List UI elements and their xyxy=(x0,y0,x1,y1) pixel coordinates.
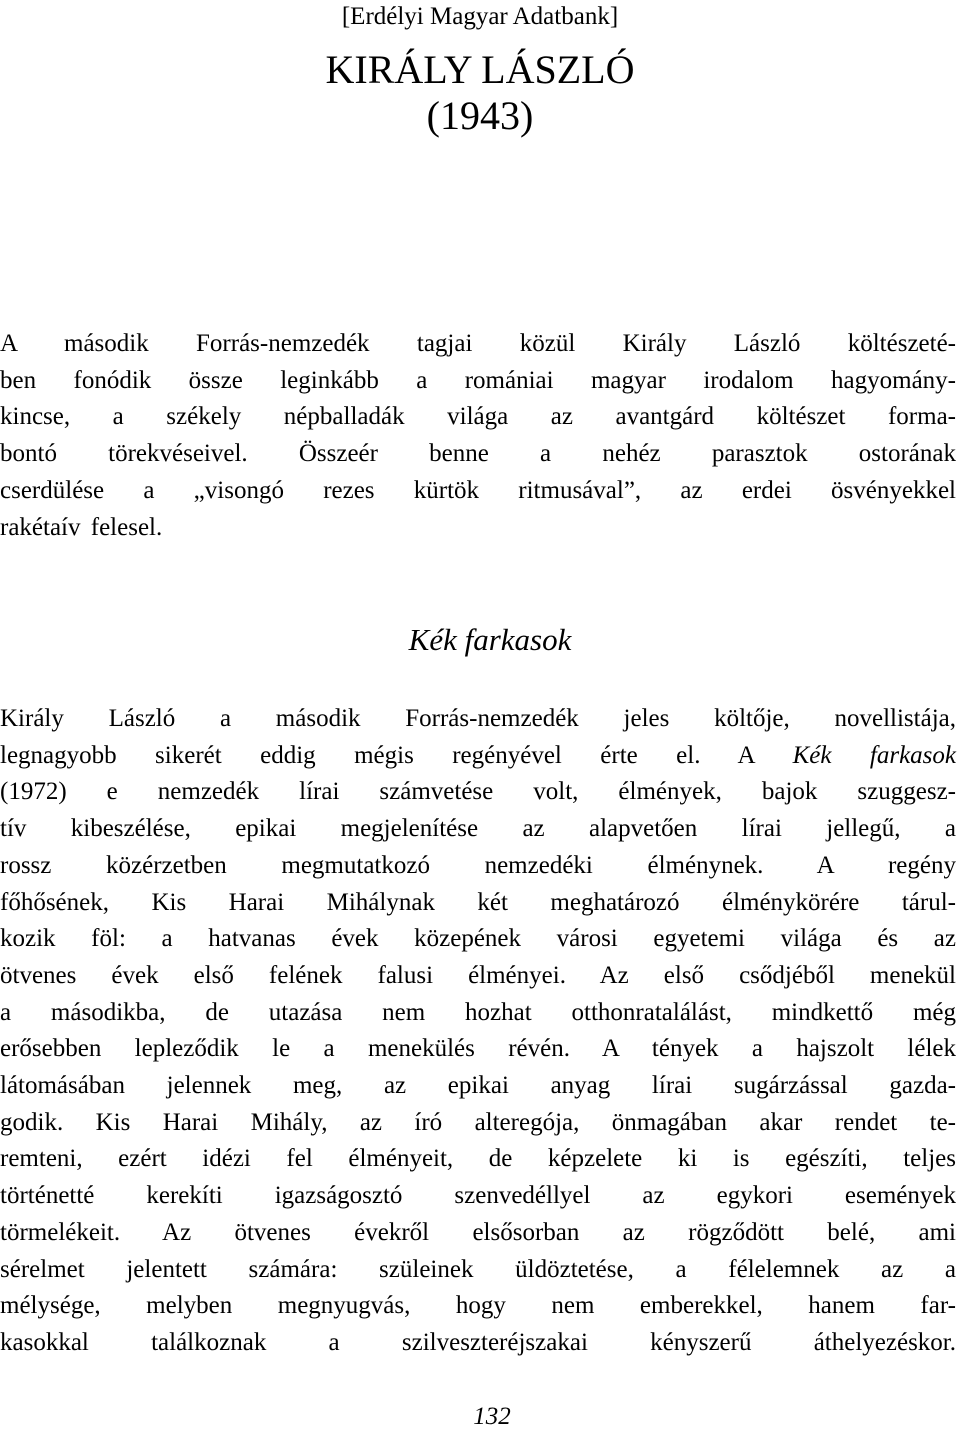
body-line: ötvenes évek első felének falusi élményei. Az első csődjéből menekül xyxy=(0,961,956,989)
body-line: rossz közérzetben megmutatkozó nemzedéki élménynek. A regény xyxy=(0,851,956,879)
intro-line: rakétaív felesel. xyxy=(0,513,163,541)
page-number: 132 xyxy=(473,1403,511,1430)
body-line: főhősének, Kis Harai Mihálynak két meghatározó élménykörére tárul- xyxy=(0,888,956,916)
body-line: (1972) e nemzedék lírai számvetése volt, élmények, bajok szuggesz- xyxy=(0,778,956,806)
body-line: a másodikba, de utazása nem hozhat otthonratalálást, mindkettő még xyxy=(0,998,956,1026)
body-line: kozik föl: a hatvanas évek közepének városi egyetemi világa és az xyxy=(0,925,956,953)
source-label: [Erdélyi Magyar Adatbank] xyxy=(341,3,619,30)
body-line: remteni, ezért idézi fel élményeit, de képzelete ki is egészíti, teljes xyxy=(0,1145,956,1173)
body-line: történetté kerekíti igazságosztó szenvedéllyel az egykori események xyxy=(0,1182,956,1210)
body-line: törmelékeit. Az ötvenes évekről elsősorban az rögződött belé, ami xyxy=(0,1218,956,1246)
section-title: Kék farkasok xyxy=(408,622,572,657)
body-line: Király László a második Forrás-nemzedék jeles költője, novellistája, xyxy=(0,705,956,732)
body-line: mélysége, melyben megnyugvás, hogy nem emberekkel, hanem far- xyxy=(0,1292,956,1320)
body-line: erősebben lepleződik le a menekülés révén. A tények a hajszolt lélek xyxy=(0,1035,956,1063)
book-title-reference: Kék farkasok xyxy=(792,741,956,769)
body-line: kasokkal találkoznak a szilveszteréjszakai kényszerű áthelyezéskor. xyxy=(0,1328,956,1356)
intro-line: A második Forrás-nemzedék tagjai közül Király László költészeté- xyxy=(0,330,956,357)
body-paragraph xyxy=(0,701,956,1362)
body-line: sérelmet jelentett számára: szüleinek üldöztetése, a félelemnek az a xyxy=(0,1255,956,1283)
author-birth-year: (1943) xyxy=(426,93,534,138)
intro-paragraph xyxy=(0,326,956,546)
author-title: KIRÁLY LÁSZLÓ xyxy=(325,47,635,92)
body-line: tív kibeszélése, epikai megjelenítése az alapvetően lírai jellegű, a xyxy=(0,815,956,843)
body-line xyxy=(0,738,956,775)
intro-line: cserdülése a „visongó rezes kürtök ritmusával”, az erdei ösvényekkel xyxy=(0,476,956,504)
body-line-text: legnagyobb sikerét eddig mégis regényével érte el. A xyxy=(0,741,793,769)
intro-line: ben fonódik össze leginkább a romániai magyar irodalom hagyomány- xyxy=(0,366,956,394)
body-line: godik. Kis Harai Mihály, az író alteregója, önmagában akar rendet te- xyxy=(0,1108,956,1136)
body-line: látomásában jelennek meg, az epikai anyag lírai sugárzással gazda- xyxy=(0,1072,956,1100)
intro-line: bontó törekvéseivel. Összeér benne a nehéz parasztok ostorának xyxy=(0,440,956,468)
intro-line: kincse, a székely népballadák világa az avantgárd költészet forma- xyxy=(0,403,956,431)
